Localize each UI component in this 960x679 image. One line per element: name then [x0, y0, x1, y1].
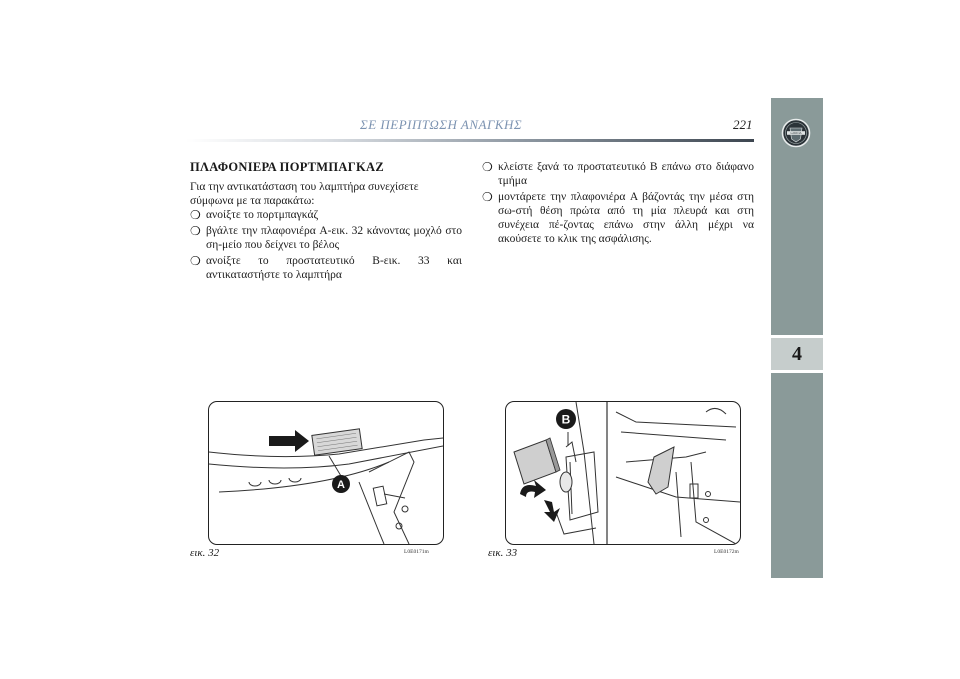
sidebar-divider [771, 370, 823, 373]
logo-lettering: LANCIA [790, 131, 802, 136]
figure-32-illustration [208, 401, 444, 545]
list-item: ❍ βγάλτε την πλαφονιέρα A-εικ. 32 κάνοντας μοχλό στο ση-μείο που δείχνει το βέλος [190, 224, 462, 251]
trunk-lid-light-drawing [209, 402, 443, 544]
section-title: ΠΛΑΦΟΝΙΕΡΑ ΠΟΡΤΜΠΑΓΚΑΖ [190, 160, 384, 174]
figure-33-code: L0E0172m [714, 549, 739, 555]
bullet-icon: ❍ [190, 208, 201, 222]
intro-text: Για την αντικατάσταση του λαμπτήρα συνεχίσετε σύμφωνα με τα παρακάτω: [190, 181, 419, 207]
lamp-cover-drawing [506, 402, 740, 544]
header-title: ΣΕ ΠΕΡΙΠΤΩΣΗ ΑΝΑΓΚΗΣ [360, 117, 523, 132]
figure-32-code: L0E0171m [404, 549, 429, 555]
figure-32-caption: εικ. 32 [190, 547, 220, 559]
bullet-icon: ❍ [190, 254, 201, 268]
list-item: ❍ ανοίξτε το προστατευτικό B-εικ. 33 και αντικαταστήστε το λαμπτήρα [190, 254, 462, 281]
page-number: 221 [733, 117, 753, 132]
arrow-icon [269, 430, 309, 452]
list-item: ❍ κλείστε ξανά το προστατευτικό B επάνω στο διάφανο τμήμα [482, 160, 754, 187]
list-item: ❍ μοντάρετε την πλαφονιέρα A βάζοντάς την μέσα στη σω-στή θέση πρώτα από τη μία πλευρά και στη συνέχεια πέ-ζοντας επάνω στην άλλη μέχρι να ακούσετε το κλικ της ασφάλισης. [482, 190, 754, 245]
chapter-number-tab[interactable]: 4 [771, 338, 823, 370]
figure-33-caption: εικ. 33 [488, 547, 518, 559]
lancia-logo-icon [781, 118, 811, 148]
bullet-icon: ❍ [482, 160, 493, 174]
list-item: ❍ ανοίξτε το πορτμπαγκάζ [190, 208, 319, 222]
bullet-icon: ❍ [482, 190, 493, 204]
arrow-icon [544, 500, 560, 522]
right-steps-list [482, 160, 754, 248]
figure-33-illustration [505, 401, 741, 545]
label-a-text: A [337, 479, 345, 491]
bullet-icon: ❍ [190, 224, 201, 238]
left-steps-list [190, 208, 462, 284]
header-rule [186, 139, 754, 142]
label-b-text: B [561, 412, 571, 427]
